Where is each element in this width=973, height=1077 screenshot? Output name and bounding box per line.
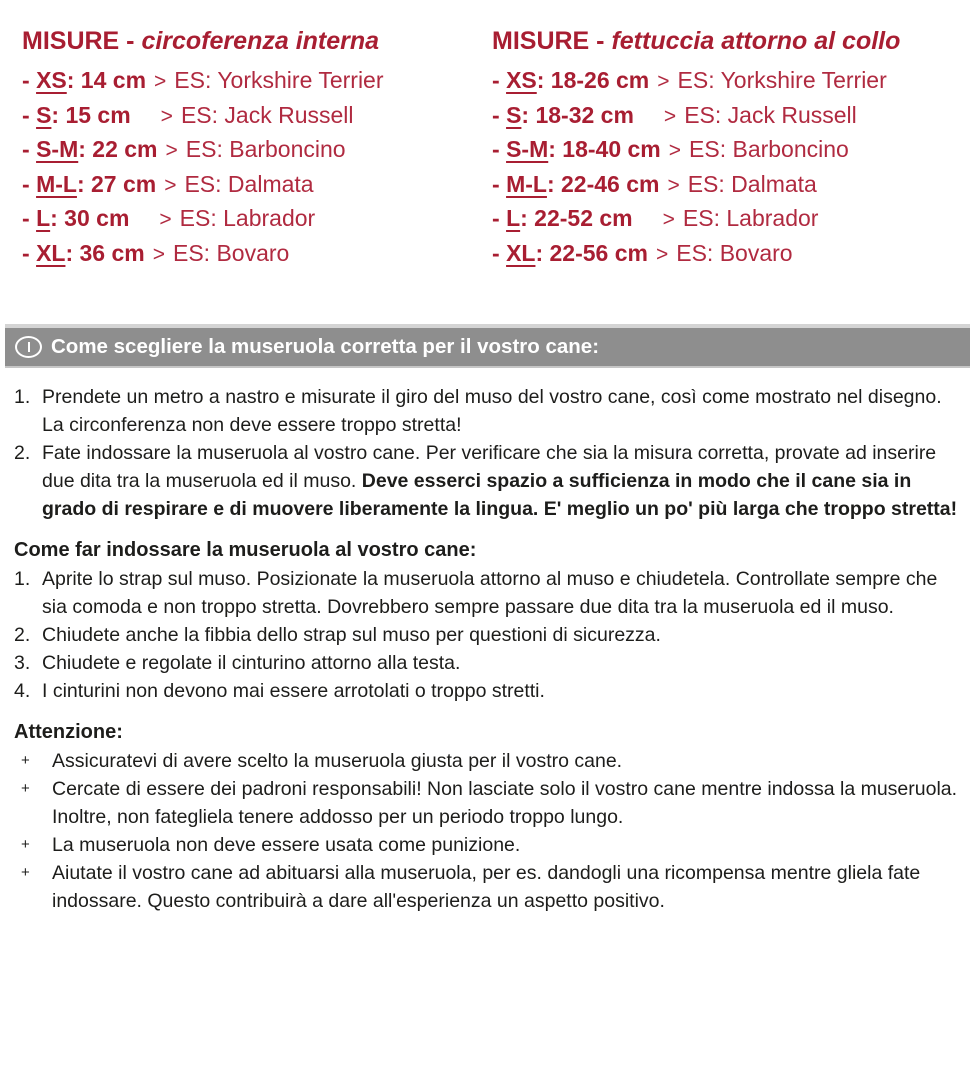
warning-item bbox=[14, 859, 967, 915]
size-measure: - S: 18-32 cm bbox=[492, 101, 634, 128]
size-example: ES: Dalmata bbox=[687, 170, 817, 197]
size-row bbox=[492, 99, 962, 134]
size-measure: - S-M: 18-40 cm bbox=[492, 136, 661, 162]
size-label: S bbox=[36, 101, 52, 128]
instruction-item bbox=[14, 677, 967, 705]
size-measure: - L: 30 cm bbox=[22, 205, 130, 231]
warning-text: Assicuratevi di avere scelto la museruola giusta per il vostro cane. bbox=[52, 750, 623, 772]
size-table-title-italic: fettuccia attorno al collo bbox=[611, 27, 901, 55]
size-label: M-L bbox=[36, 170, 77, 197]
size-measure: - XS: 18-26 cm bbox=[492, 67, 650, 93]
size-row bbox=[22, 202, 492, 237]
how-to-choose-list bbox=[14, 383, 967, 523]
arrow-separator-icon: > bbox=[663, 104, 677, 128]
instruction-text: Chiudete e regolate il cinturino attorno alla testa. bbox=[42, 652, 461, 674]
arrow-separator-icon: > bbox=[154, 70, 167, 93]
size-table-inner-circumference bbox=[22, 25, 492, 271]
size-measure: - S: 15 cm bbox=[22, 101, 131, 128]
instruction-text: Fate indossare la museruola al vostro cane. Per verificare che sia la misura corretta, provate ad inserire due dita tra la museruola ed il muso. Deve esserci spazio a sufficienza in modo che il cane sia in grado di respirare e di muovere liberamente la lingua. E' meglio un po' più larga che troppo stretta! bbox=[42, 442, 958, 520]
warning-list bbox=[14, 747, 967, 915]
arrow-separator-icon: > bbox=[165, 139, 178, 162]
bullet-icon: + bbox=[21, 780, 30, 797]
instruction-text: Aprite lo strap sul muso. Posizionate la museruola attorno al muso e chiudetela. Controllate sempre che sia comoda e non troppo stretta. Dovrebbero sempre passare due dita tra la museruola ed il muso. bbox=[42, 568, 938, 618]
instruction-item bbox=[14, 621, 967, 649]
size-measure: - XL: 36 cm bbox=[22, 239, 145, 266]
size-example: ES: Labrador bbox=[682, 205, 819, 231]
bullet-icon: + bbox=[21, 752, 30, 769]
size-measure: - S-M: 22 cm bbox=[22, 136, 158, 162]
how-to-wear-heading: Come far indossare la museruola al vostro cane: bbox=[14, 539, 477, 561]
size-table-title-italic: circoferenza interna bbox=[141, 27, 380, 55]
arrow-separator-icon: > bbox=[655, 242, 669, 266]
size-label: M-L bbox=[506, 170, 547, 197]
size-example: ES: Labrador bbox=[179, 205, 316, 231]
arrow-separator-icon: > bbox=[164, 173, 177, 197]
size-label: S-M bbox=[36, 136, 79, 162]
size-example: ES: Yorkshire Terrier bbox=[174, 67, 384, 93]
instruction-text: Chiudete anche la fibbia dello strap sul muso per questioni di sicurezza. bbox=[42, 624, 661, 646]
size-rows bbox=[492, 64, 962, 271]
size-measure: - M-L: 27 cm bbox=[22, 170, 157, 197]
size-row bbox=[492, 133, 962, 168]
size-example: ES: Bovaro bbox=[172, 239, 290, 266]
bullet-icon: + bbox=[21, 836, 30, 853]
bullet-icon: + bbox=[21, 864, 30, 881]
size-table-title bbox=[492, 25, 962, 57]
arrow-separator-icon: > bbox=[667, 173, 680, 197]
size-example: ES: Barboncino bbox=[185, 136, 346, 162]
size-tables bbox=[0, 0, 973, 271]
warning-heading: Attenzione: bbox=[14, 721, 123, 743]
size-example: ES: Barboncino bbox=[689, 136, 849, 162]
size-example: ES: Yorkshire Terrier bbox=[677, 67, 887, 93]
size-measure: - XS: 14 cm bbox=[22, 67, 147, 93]
step-number: 2. bbox=[14, 442, 31, 464]
arrow-separator-icon: > bbox=[152, 242, 165, 266]
warning-text: La museruola non deve essere usata come punizione. bbox=[52, 834, 521, 856]
size-row bbox=[22, 133, 492, 168]
size-row bbox=[492, 168, 962, 203]
step-number: 2. bbox=[14, 624, 31, 646]
size-label: XL bbox=[506, 239, 536, 266]
step-number: 1. bbox=[14, 386, 31, 408]
size-example: ES: Jack Russell bbox=[180, 101, 354, 128]
step-number: 1. bbox=[14, 568, 31, 590]
instructions-body bbox=[0, 368, 973, 915]
info-icon-bar bbox=[28, 342, 30, 352]
size-label: L bbox=[36, 205, 51, 231]
size-row bbox=[492, 64, 962, 99]
size-row bbox=[22, 64, 492, 99]
arrow-separator-icon: > bbox=[160, 104, 173, 128]
arrow-separator-icon: > bbox=[662, 208, 675, 231]
size-label: S bbox=[506, 101, 522, 128]
step-number: 4. bbox=[14, 680, 31, 702]
size-row bbox=[22, 99, 492, 134]
size-row bbox=[22, 168, 492, 203]
size-label: XS bbox=[506, 67, 537, 93]
size-table-title-prefix: MISURE - bbox=[492, 27, 612, 55]
info-icon bbox=[15, 336, 42, 358]
info-bar bbox=[5, 324, 970, 368]
step-number: 3. bbox=[14, 652, 31, 674]
size-rows bbox=[22, 64, 492, 271]
arrow-separator-icon: > bbox=[159, 208, 172, 231]
warning-item bbox=[14, 747, 967, 775]
size-label: XS bbox=[36, 67, 67, 93]
warning-item bbox=[14, 775, 967, 831]
size-example: ES: Dalmata bbox=[184, 170, 314, 197]
size-measure: - XL: 22-56 cm bbox=[492, 239, 648, 266]
size-example: ES: Bovaro bbox=[676, 239, 793, 266]
instruction-text: Prendete un metro a nastro e misurate il giro del muso del vostro cane, così come mostrato nel disegno. La circonferenza non deve essere troppo stretta! bbox=[42, 386, 942, 436]
size-label: S-M bbox=[506, 136, 549, 162]
info-bar-title: Come scegliere la museruola corretta per il vostro cane: bbox=[51, 335, 600, 358]
size-table-title bbox=[22, 25, 492, 57]
arrow-separator-icon: > bbox=[657, 70, 670, 93]
instruction-item bbox=[14, 383, 967, 439]
instruction-text: I cinturini non devono mai essere arrotolati o troppo stretti. bbox=[42, 680, 545, 702]
how-to-wear-list bbox=[14, 565, 967, 705]
size-row bbox=[492, 202, 962, 237]
instruction-item bbox=[14, 649, 967, 677]
size-row bbox=[22, 237, 492, 272]
warning-text: Aiutate il vostro cane ad abituarsi alla museruola, per es. dandogli una ricompensa mentre gliela fate indossare. Questo contribuirà a dare all'esperienza un aspetto positivo. bbox=[52, 862, 921, 912]
warning-item bbox=[14, 831, 967, 859]
size-example: ES: Jack Russell bbox=[684, 101, 857, 128]
size-row bbox=[492, 237, 962, 272]
size-label: L bbox=[506, 205, 521, 231]
size-label: XL bbox=[36, 239, 66, 266]
size-measure: - M-L: 22-46 cm bbox=[492, 170, 660, 197]
size-measure: - L: 22-52 cm bbox=[492, 205, 633, 231]
arrow-separator-icon: > bbox=[668, 139, 682, 162]
size-table-neck-strap bbox=[492, 25, 962, 271]
warning-text: Cercate di essere dei padroni responsabili! Non lasciate solo il vostro cane mentre indossa la museruola. Inoltre, non fategliela tenere addosso per un periodo troppo lungo. bbox=[52, 778, 958, 828]
instruction-item bbox=[14, 565, 967, 621]
size-table-title-prefix: MISURE - bbox=[22, 27, 142, 55]
instruction-item bbox=[14, 439, 967, 523]
